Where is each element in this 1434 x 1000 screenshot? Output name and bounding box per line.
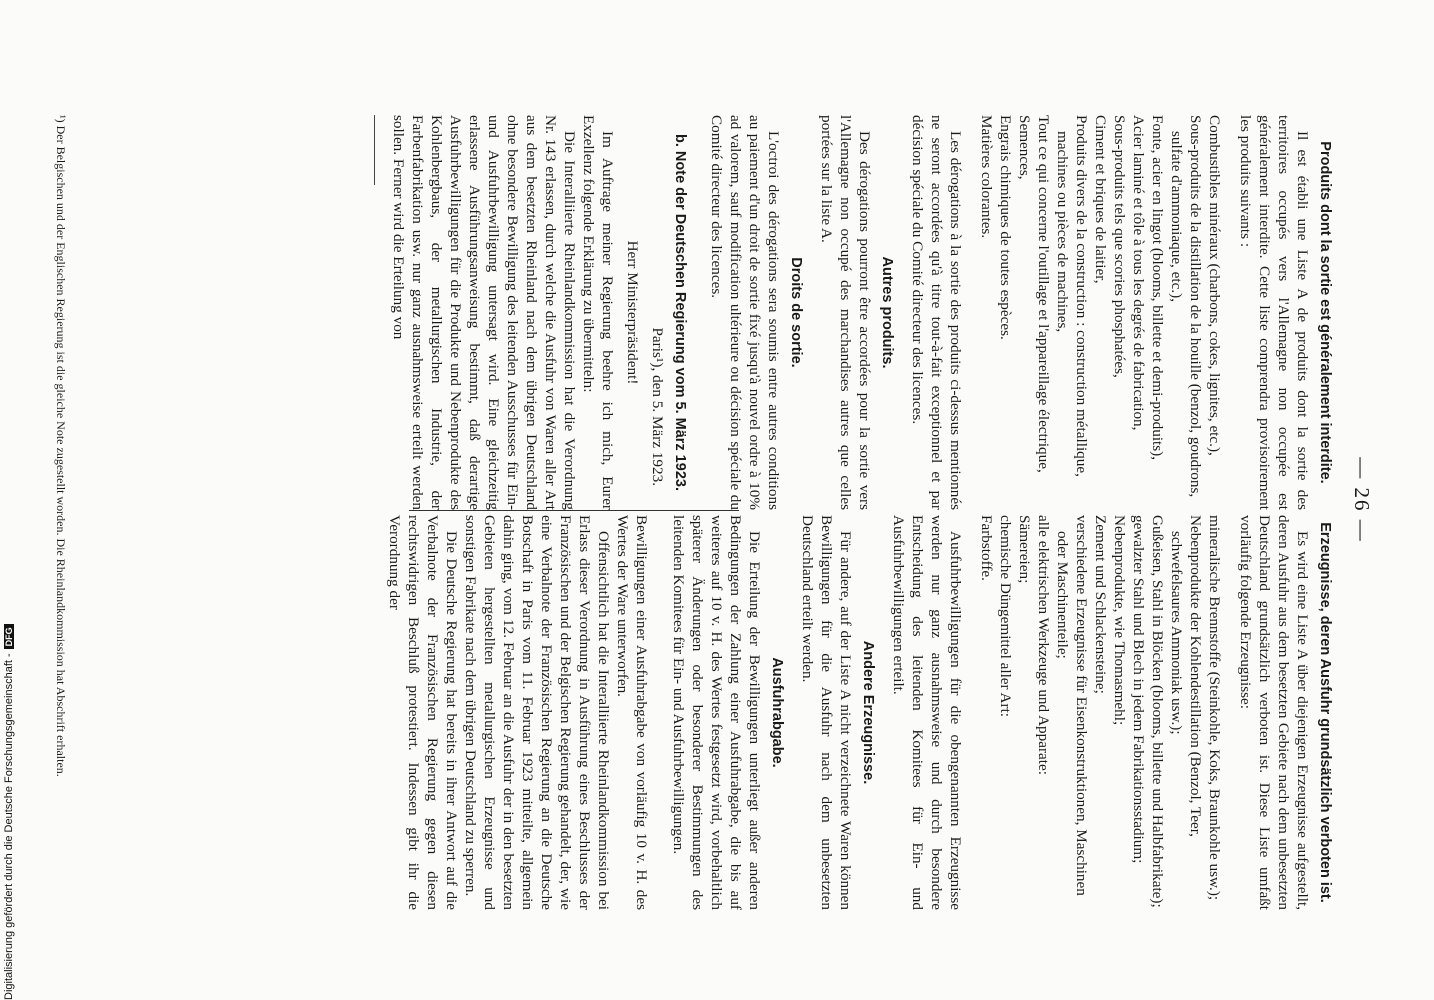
paragraph: Die Interalliierte Rheinlandkommission hat die Verordnung Nr. 143 erlassen, durch welche die Ausfuhr von Waren aller Art aus dem besetzten Rheinland nach dem übrigen Deutschland ohne besondere Bewilligung des leitenden Ausschusses für Ein- und Ausfuhrbewilligung untersagt wird. Eine gleichzeitig erlassene Ausführungsanweisung bestimmt, daß derartige Ausfuhrbewilligungen für die Produkte und Nebenprodukte des Kohlenbergbaus, der metallurgischen Industrie, der Farbenfabrikation usw. nur ganz ausnahmsweise erteilt werden sollen. Ferner wird die Erteilung von <box>390 115 578 510</box>
list-item: Zement und Schlackensteine; <box>1092 515 1109 694</box>
letter-salutation: Herr Ministerpräsident! <box>624 240 641 385</box>
paragraph: Es wird eine Liste A über diejenigen Erzeugnisse aufgestellt, deren Ausfuhr aus dem besetzten Gebiete nach dem unbesetzten Deutschland grundsätzlich verboten ist. Diese Liste umfaßt vorläufig folgende Erzeugnisse: <box>1237 515 1311 910</box>
paragraph: L'octroi des dérogations sera soumis entre autres conditions au paiement d'un droit de sortie fixé jusqu'à nouvel ordre à 10% ad valorem, sauf modification ultérieure ou décision spéciale du Comité directeur des licences. <box>708 115 782 510</box>
column-divider <box>409 510 739 511</box>
paragraph: Les dérogations à la sortie des produits ci-dessus mentionnés ne seront accordées qu'à titre tout-à-fait exceptionnel et par décision spéciale du Comité directeur des licences. <box>909 115 964 510</box>
list-item: Sous-produits tels que scories phosphatées, <box>1111 115 1128 378</box>
heading-note-deutsche-regierung: b. Note der Deutschen Regierung vom 5. März 1923. <box>672 134 688 491</box>
footnote: ¹) Der Belgischen und der Englischen Regierung ist die gleiche Note zugestellt worden. Die Rheinlandkommission hat Abschrift erhalten. <box>54 115 68 777</box>
digitization-credit <box>3 0 15 1000</box>
list-item: Nebenprodukte der Kohlendestillation (Benzol, Teer, schwefelsaures Ammoniak usw.); <box>1168 515 1204 837</box>
list-item: Sous-produits de la distillation de la houille (benzol, goudrons, sulfate d'ammoniaque, etc.), <box>1168 115 1204 498</box>
heading-produits-interdits: Produits dont la sortie est généralement interdite. <box>1317 141 1333 484</box>
paragraph: Bewilligungen einer Ausfuhrabgabe von vorläufig 10 v. H. des Wertes der Ware unterworfen. <box>614 515 650 910</box>
paragraph: Die Deutsche Regierung hat bereits in ihrer Antwort auf die Verbalnote der Französischen Regierung gegen diesen rechtswidrigen Beschluß protestiert. Indessen gibt ihr die Verordnung der <box>386 515 460 910</box>
list-item: Engrais chimiques de toutes espèces. <box>997 115 1014 340</box>
list-item: Nebenprodukte, wie Thomasmehl; <box>1111 515 1128 726</box>
list-item: Semences, <box>1016 115 1033 180</box>
right-column <box>385 515 1334 910</box>
heading-ausfuhrabgabe: Ausfuhrabgabe. <box>769 657 785 768</box>
heading-erzeugnisse-verboten: Erzeugnisse, deren Ausfuhr grundsätzlich verboten ist. <box>1317 522 1333 903</box>
list-item: Sämereien; <box>1016 515 1033 584</box>
letter-date: Paris¹), den 5. März 1923. <box>649 327 666 486</box>
paragraph: Für andere, auf der Liste A nicht verzeichnete Waren können Bewilligungen für die Ausfuhr nach dem unbesetzten Deutschland erteilt werden. <box>799 515 854 910</box>
list-item: verschiedene Erzeugnisse für Eisenkonstruktionen, Maschinen oder Maschinenteile; <box>1054 515 1090 896</box>
list-item: Gußeisen, Stahl in Blöcken (blooms, billette und Halbfabrikate); <box>1149 515 1166 908</box>
paragraph: Offensichtlich hat die Interalliierte Rheinlandkommission bei Erlass dieser Verordnung in Ausführung eines Beschlusses der Französischen und der Belgischen Regierung gehandelt, der, wie eine Verbalnote der Französischen Regierung an die Deutsche Botschaft in Paris vom 11. Februar 1923 mitteilte, allgemein dahin ging, vom 12. Februar an die Ausfuhr der in den besetzten Gebieten hergestellten metallurgischen Erzeugnisse und sonstigen Fabrikate nach dem übrigen Deutschland zu sperren. <box>462 515 612 910</box>
list-item: Tout ce qui concerne l'outillage et l'appareillage électrique, <box>1035 115 1052 473</box>
footnote-rule <box>374 115 375 185</box>
page-number: — 26 — <box>1350 457 1374 543</box>
list-item: Combustibles minéraux (charbons, cokes, lignites, etc.), <box>1206 115 1223 456</box>
digitization-credit-text: Digitalisierung gefördert durch die Deutsche Forschungsgemeinschaft - <box>3 653 15 1000</box>
paragraph: Il est établi une Liste A de produits dont la sortie des territoires occupés vers l'Allemagne non occupée est généralement interdite. Cette liste comprendra provisoirement les produits suivants : <box>1237 115 1311 510</box>
heading-andere-erzeugnisse: Andere Erzeugnisse. <box>860 640 876 785</box>
list-item: Produits divers de la construction : construction métallique, machines ou pièces de machines, <box>1054 115 1090 477</box>
list-item: Matières colorantes. <box>978 115 995 239</box>
list-item: Fonte, acier en lingot (blooms, billette et demi-produits), <box>1149 115 1166 461</box>
list-item: mineralische Brennstoffe (Steinkohle, Koks, Braunkohle usw.); <box>1206 515 1223 901</box>
list-item: Ciment et briques de laitier, <box>1092 115 1109 284</box>
paragraph: Die Erteilung der Bewilligungen unterliegt außer anderen Bedingungen der Zahlung einer Ausfuhrabgabe, die bis auf weiteres auf 10 v. H. des Wertes festgesetzt wird, vorbehaltlich späterer Änderungen oder besonderer Bestimmungen des leitenden Komitees für Ein- und Ausfuhrbewilligungen. <box>670 515 763 910</box>
list-item: Farbstoffe. <box>978 515 995 581</box>
paragraph: Ausfuhrbewilligungen für die obengenannten Erzeugnisse werden nur ganz ausnahmsweise und durch besondere Entscheidung des leitenden Komitees für Ein- und Ausfuhrbewilligungen erteilt. <box>890 515 964 910</box>
paragraph: Des dérogations pourront être accordées pour la sortie vers l'Allemagne non occupé des marchandises autres que celles portées sur la liste A. <box>818 115 873 510</box>
list-item: Acier laminé et tôle à tous les degrés de fabrication, <box>1130 115 1147 431</box>
list-item: chemische Düngemittel aller Art: <box>997 515 1014 718</box>
left-column <box>374 115 1334 510</box>
paragraph: Im Auftrage meiner Regierung beehre ich mich, Eurer Exzellenz folgende Erklärung zu übermitteln: <box>580 115 616 510</box>
heading-droits-de-sortie: Droits de sortie. <box>788 257 804 368</box>
heading-autres-produits: Autres produits. <box>879 256 895 369</box>
list-item: gewalzter Stahl und Blech in jedem Fabrikationsstadium; <box>1130 515 1147 864</box>
dfg-logo: DFG <box>4 624 14 649</box>
list-item: alle elektrischen Werkzeuge und Apparate: <box>1035 515 1052 775</box>
